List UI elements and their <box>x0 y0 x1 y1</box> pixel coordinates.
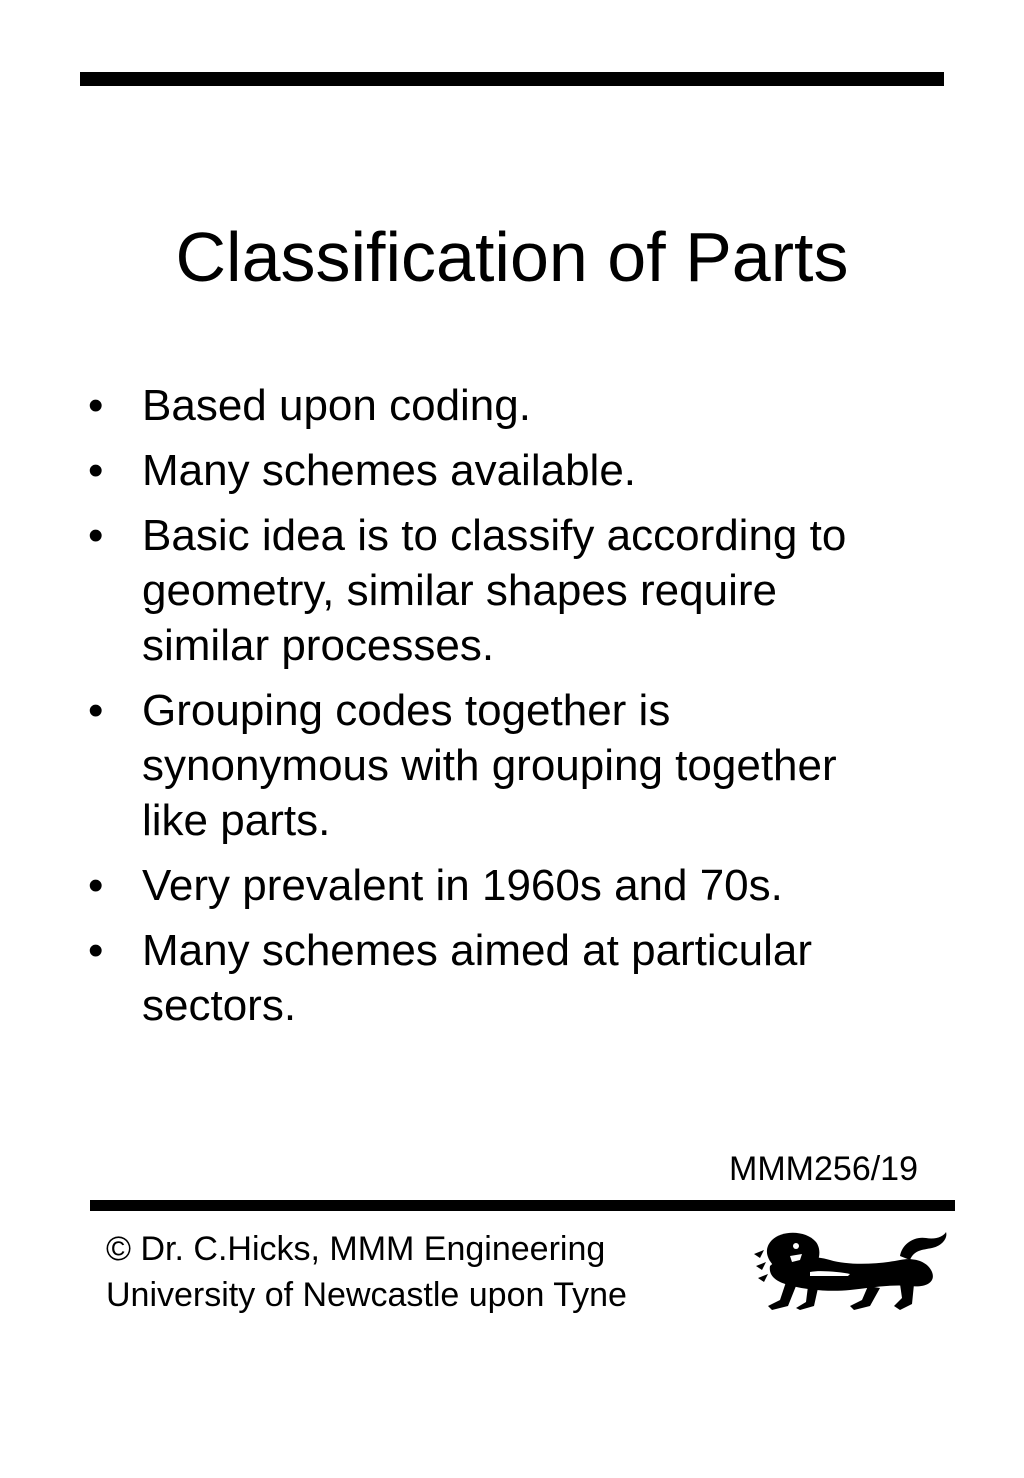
bullet-marker: • <box>88 446 104 495</box>
bullet-text: Many schemes available. <box>142 446 637 495</box>
bullet-marker: • <box>88 686 104 735</box>
bullet-item <box>88 443 908 498</box>
slide-title: Classification of Parts <box>175 218 849 296</box>
bullet-text: Many schemes aimed at particular sectors. <box>142 926 813 1030</box>
footer-credit <box>106 1226 627 1318</box>
bullet-item <box>88 923 908 1033</box>
bullet-marker: • <box>88 381 104 430</box>
bullet-text: Based upon coding. <box>142 381 531 430</box>
bullet-text: Very prevalent in 1960s and 70s. <box>142 861 783 910</box>
bullet-list <box>88 378 908 1043</box>
bullet-marker: • <box>88 511 104 560</box>
slide-code: MMM256/19 <box>729 1150 918 1188</box>
bullet-marker: • <box>88 861 104 910</box>
footer-university: University of Newcastle upon Tyne <box>106 1276 627 1314</box>
bottom-divider <box>90 1200 955 1211</box>
bullet-item <box>88 683 908 848</box>
top-divider <box>80 72 944 86</box>
bullet-text: Grouping codes together is synonymous with grouping together like parts. <box>142 686 837 845</box>
bullet-marker: • <box>88 926 104 975</box>
bullet-item <box>88 508 908 673</box>
heraldic-lion-icon <box>750 1226 950 1310</box>
bullet-text: Basic idea is to classify according to geometry, similar shapes require similar processes. <box>142 511 847 670</box>
footer-author: © Dr. C.Hicks, MMM Engineering <box>106 1230 606 1268</box>
bullet-item <box>88 378 908 433</box>
bullet-item <box>88 858 908 913</box>
